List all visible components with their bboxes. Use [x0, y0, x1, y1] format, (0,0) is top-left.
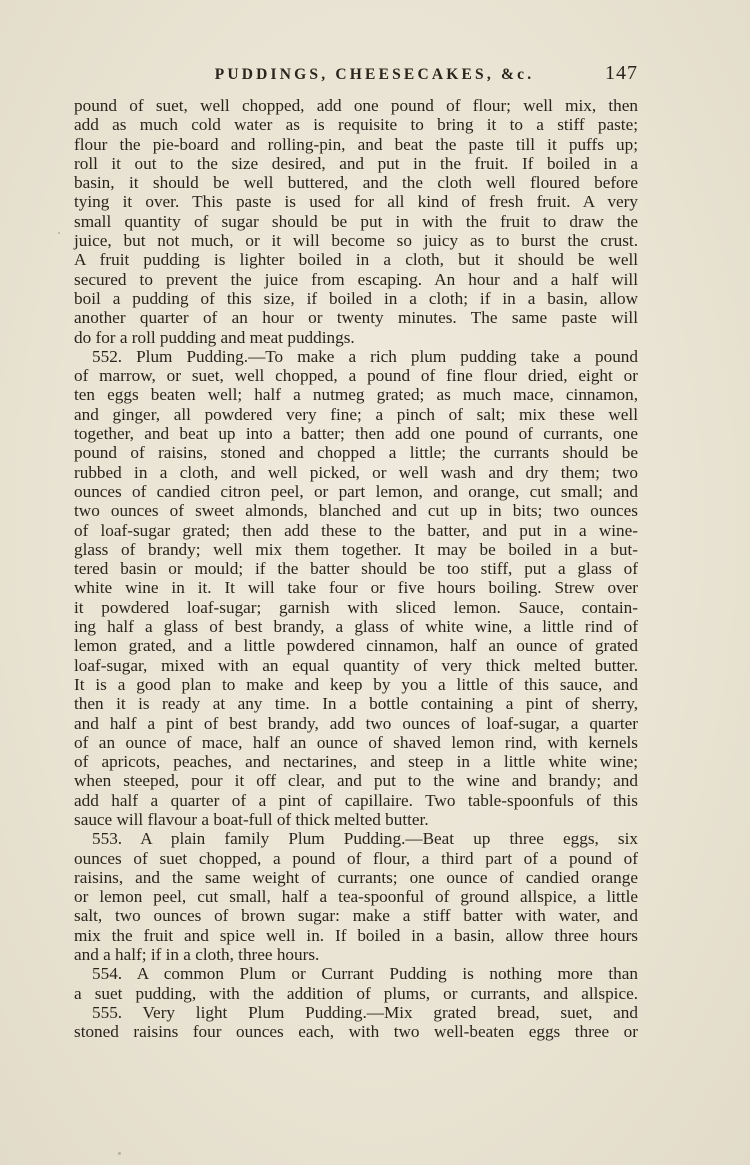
text-line: ounces of suet chopped, a pound of flour, a third part of a pound of — [74, 848, 638, 868]
text-line: rubbed in a cloth, and well picked, or well wash and dry them; two — [74, 462, 638, 482]
text-line: small quantity of sugar should be put in with the fruit to draw the — [74, 211, 638, 231]
text-line: boil a pudding of this size, if boiled in a cloth; if in a basin, allow — [74, 288, 638, 308]
text-line: two ounces of sweet almonds, blanched and cut up in bits; two ounces — [74, 501, 638, 521]
running-head — [74, 62, 638, 96]
text-line: or lemon peel, cut small, half a tea-spoonful of ground allspice, a little — [74, 887, 638, 907]
text-line: then it is ready at any time. In a bottle containing a pint of sherry, — [74, 694, 638, 714]
running-title: PUDDINGS, CHEESECAKES, &c. — [214, 66, 535, 83]
text-line: ten eggs beaten well; half a nutmeg grated; as much mace, cinnamon, — [74, 385, 638, 405]
text-line: It is a good plan to make and keep by you a little of this sauce, and — [74, 674, 638, 694]
text-line: A fruit pudding is lighter boiled in a cloth, but it should be well — [74, 250, 638, 270]
book-page — [74, 62, 638, 1042]
text-line: 555. Very light Plum Pudding.—Mix grated bread, suet, and — [92, 1002, 638, 1022]
text-line: pound of raisins, stoned and chopped a little; the currants should be — [74, 443, 638, 463]
text-line: of marrow, or suet, well chopped, a pound of fine flour dried, eight or — [74, 366, 638, 386]
text-line: when steeped, pour it off clear, and put to the wine and brandy; and — [74, 771, 638, 791]
text-line: sauce will flavour a boat-full of thick melted butter. — [74, 809, 429, 829]
text-line: another quarter of an hour or twenty minutes. The same paste will — [74, 308, 638, 328]
text-line: tered basin or mould; if the batter should be too stiff, put a glass of — [74, 559, 638, 579]
text-line: a suet pudding, with the addition of plums, or currants, and allspice. — [74, 983, 638, 1003]
text-line: and a half; if in a cloth, three hours. — [74, 945, 320, 965]
paper-speck — [118, 1152, 121, 1155]
text-line: pound of suet, well chopped, add one pound of flour; well mix, then — [74, 96, 638, 115]
text-line: mix the fruit and spice well in. If boiled in a basin, allow three hours — [74, 925, 638, 945]
text-line: of an ounce of mace, half an ounce of shaved lemon rind, with kernels — [74, 732, 638, 752]
text-line: basin, it should be well buttered, and the cloth well floured before — [74, 173, 638, 193]
body-text — [74, 96, 638, 1042]
text-line: ing half a glass of best brandy, a glass of white wine, a little rind of — [74, 617, 638, 637]
text-line: 552. Plum Pudding.—To make a rich plum pudding take a pound — [92, 346, 638, 366]
text-line: and ginger, all powdered very fine; a pinch of salt; mix these well — [74, 404, 638, 424]
text-line: 553. A plain family Plum Pudding.—Beat up three eggs, six — [92, 829, 638, 849]
text-line: it powdered loaf-sugar; garnish with sliced lemon. Sauce, contain- — [74, 597, 638, 617]
text-line: of apricots, peaches, and nectarines, and steep in a little white wine; — [74, 752, 638, 772]
text-line: together, and beat up into a batter; then add one pound of currants, one — [74, 424, 638, 444]
text-line: secured to prevent the juice from escaping. An hour and a half will — [74, 269, 638, 289]
text-line: roll it out to the size desired, and put in the fruit. If boiled in a — [74, 153, 638, 173]
page-number: 147 — [605, 62, 638, 84]
text-line: add half a quarter of a pint of capillaire. Two table-spoonfuls of this — [74, 790, 638, 810]
text-line: of loaf-sugar grated; then add these to the batter, and put in a wine- — [74, 520, 638, 540]
text-line: glass of brandy; well mix them together. It may be boiled in a but- — [74, 539, 638, 559]
text-line: flour the pie-board and rolling-pin, and beat the paste till it puffs up; — [74, 134, 638, 154]
text-line: and half a pint of best brandy, add two ounces of loaf-sugar, a quarter — [74, 713, 638, 733]
text-line: ounces of candied citron peel, or part lemon, and orange, cut small; and — [74, 481, 638, 501]
text-line: salt, two ounces of brown sugar: make a stiff batter with water, and — [74, 906, 638, 926]
text-line: juice, but not much, or it will become so juicy as to burst the crust. — [74, 231, 638, 251]
paper-speck — [58, 232, 60, 234]
text-line: raisins, and the same weight of currants; one ounce of candied orange — [74, 867, 638, 887]
text-line: stoned raisins four ounces each, with two well-beaten eggs three or — [74, 1022, 638, 1042]
text-line: add as much cold water as is requisite to bring it to a stiff paste; — [74, 115, 638, 135]
text-line: white wine in it. It will take four or five hours boiling. Strew over — [74, 578, 638, 598]
text-line: do for a roll pudding and meat puddings. — [74, 327, 355, 347]
text-line: tying it over. This paste is used for all kind of fresh fruit. A very — [74, 192, 638, 212]
text-line: loaf-sugar, mixed with an equal quantity of very thick melted butter. — [74, 655, 638, 675]
text-line: 554. A common Plum or Currant Pudding is nothing more than — [92, 964, 638, 984]
text-line: lemon grated, and a little powdered cinnamon, half an ounce of grated — [74, 636, 638, 656]
